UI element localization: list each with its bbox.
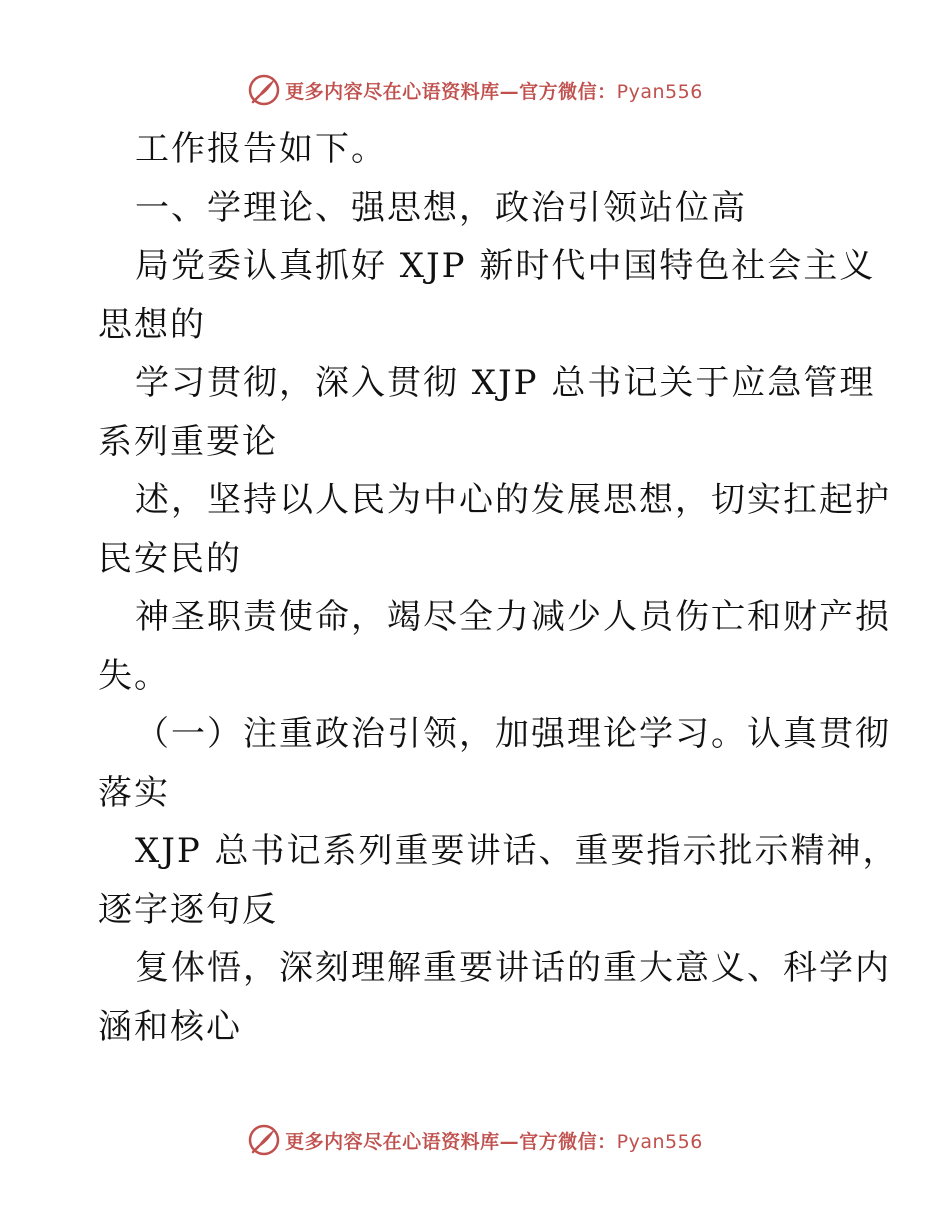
text-line: 复体悟，深刻理解重要讲话的重大意义、科学内 (135, 948, 891, 988)
text-line: 思想的 (98, 304, 206, 345)
quill-logo-icon (247, 1123, 281, 1157)
document-body (98, 120, 899, 1056)
footer-banner-text: 更多内容尽在心语资料库—官方微信：Pyan556 (285, 1130, 703, 1153)
text-line: 系列重要论 (98, 421, 278, 462)
header-banner-text: 更多内容尽在心语资料库—官方微信：Pyan556 (285, 80, 703, 103)
quill-logo-icon (247, 73, 281, 107)
footer-banner (0, 1120, 950, 1160)
text-line: 民安民的 (98, 538, 242, 579)
text-line: 神圣职责使命，竭尽全力减少人员伤亡和财产损 (135, 597, 891, 637)
text-line: XJP 总书记系列重要讲话、重要指示批示精神， (135, 831, 899, 871)
section-heading: 一、学理论、强思想，政治引领站位高 (135, 187, 747, 228)
text-line: 局党委认真抓好 XJP 新时代中国特色社会主义 (135, 246, 876, 286)
text-line: 逐字逐句反 (98, 889, 278, 930)
text-line: 失。 (98, 655, 170, 696)
text-line: 涵和核心 (98, 1006, 242, 1047)
text-line: 述，坚持以人民为中心的发展思想，切实扛起护 (135, 480, 891, 520)
text-line: 学习贯彻，深入贯彻 XJP 总书记关于应急管理 (135, 363, 876, 403)
subsection-heading: （一）注重政治引领，加强理论学习。认真贯彻 (135, 714, 891, 754)
text-line: 工作报告如下。 (135, 129, 387, 169)
text-line: 落实 (98, 772, 170, 813)
header-banner (0, 70, 950, 110)
